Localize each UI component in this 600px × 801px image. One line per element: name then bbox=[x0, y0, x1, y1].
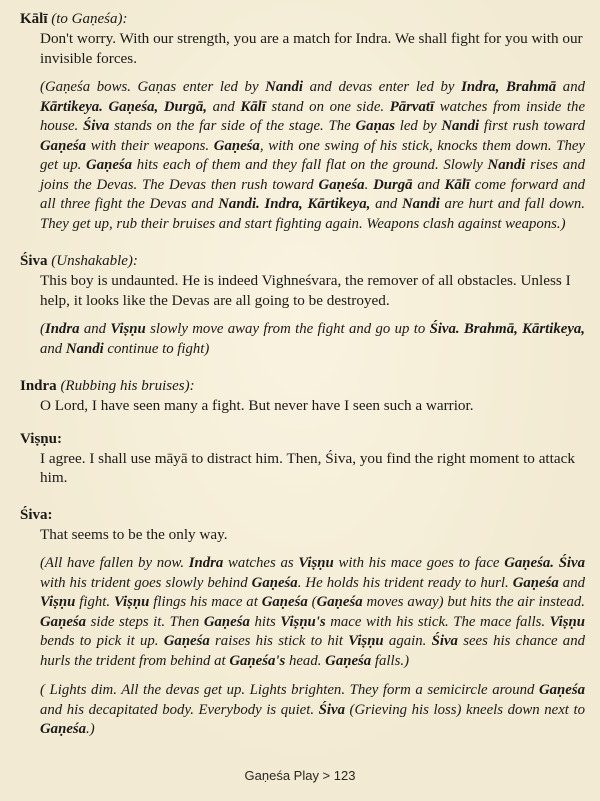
direction-text-run: hits each of them and they fall flat on the ground. Slowly bbox=[132, 157, 488, 173]
direction-name-run: Śiva bbox=[83, 118, 110, 134]
direction-name-run: Nandi. Indra, Kārtikeya, bbox=[218, 196, 371, 212]
direction-text-run: bends to pick it up. bbox=[40, 633, 164, 649]
direction-text-run: first rush toward bbox=[479, 118, 585, 134]
speaker-label: Indra bbox=[20, 378, 57, 394]
direction-text-run: , with one swing of his stick, knocks them down. They get up. bbox=[40, 137, 585, 173]
direction-text-run: slowly move away from the fight and go up to bbox=[145, 321, 430, 337]
direction-text-run: raises his stick to hit bbox=[209, 633, 349, 649]
direction-text-run: come forward and all three fight the Devas and bbox=[40, 176, 586, 212]
direction-text-run: and bbox=[302, 79, 339, 95]
direction-name-run: Gaṇeśa bbox=[538, 682, 585, 698]
play-text bbox=[20, 10, 585, 740]
stage-direction bbox=[40, 320, 585, 359]
page-footer: Gaṇeśa Play > 123 bbox=[244, 768, 356, 783]
direction-text-run: stand on one side. bbox=[265, 98, 390, 115]
direction-text-run: and bbox=[558, 574, 585, 591]
direction-name-run: Kārtikeya. Gaṇeśa, Durgā, bbox=[40, 98, 207, 115]
direction-text-run: rises and joins the Devas. The Devas then rush toward bbox=[40, 157, 585, 193]
direction-name-run: Nandi bbox=[441, 118, 480, 134]
direction-name-run: Indra bbox=[44, 321, 80, 337]
direction-name-run: Śiva. Brahmā, Kārtikeya, bbox=[429, 321, 586, 337]
direction-text-run: devas bbox=[338, 79, 373, 95]
direction-name-run: Kālī bbox=[444, 176, 470, 193]
direction-text-run: and bbox=[412, 176, 445, 193]
speaker-label: Śiva: bbox=[20, 506, 53, 523]
direction-text-run: sees his chance and hurls the trident from behind at bbox=[40, 633, 586, 669]
direction-name-run: Gaṇas bbox=[355, 118, 395, 134]
dialogue-line: O Lord, I have seen many a fight. But never have I seen such a warrior. bbox=[40, 397, 474, 414]
speaker-name bbox=[20, 252, 585, 271]
direction-text-run: watches from inside the house. bbox=[40, 98, 586, 134]
direction-text-run: flings his mace at bbox=[149, 594, 262, 610]
direction-text-run: enter led by bbox=[176, 79, 266, 95]
direction-name-run: Viṣṇu bbox=[110, 321, 146, 337]
speaker-name bbox=[20, 506, 585, 525]
direction-name-run: Śiva bbox=[431, 633, 458, 649]
direction-text-run: hits bbox=[249, 613, 281, 630]
direction-name-run: Nandi bbox=[487, 157, 526, 173]
direction-name-run: Gaṇeśa bbox=[163, 633, 210, 649]
speech-siva-2 bbox=[20, 506, 585, 545]
direction-text-run: stands on the far side of the stage. The bbox=[109, 118, 356, 134]
direction-text-run: . bbox=[364, 176, 374, 193]
direction-name-run: Gaṇeśa. Śiva bbox=[504, 555, 586, 571]
direction-text-run: moves away) but hits the air instead. bbox=[362, 594, 586, 610]
direction-text-run: falls.) bbox=[371, 652, 410, 669]
speaker-note: (Unshakable): bbox=[51, 253, 138, 269]
speaker-label: Viṣṇu: bbox=[20, 430, 62, 447]
speaker-label: Kālī bbox=[20, 11, 48, 27]
direction-text-run: and bbox=[40, 340, 66, 357]
direction-name-run: Gaṇeśa bbox=[325, 652, 372, 669]
dialogue-line: This boy is undaunted. He is indeed Vighneśvara, the remover of all obstacles. Unless I help, it looks like the Devas are all going to be destroyed. bbox=[40, 272, 571, 309]
direction-name-run: Viṣṇu bbox=[348, 633, 384, 649]
direction-name-run: Śiva bbox=[318, 701, 345, 718]
direction-name-run: Gaṇeśa bbox=[203, 613, 250, 630]
direction-name-run: Indra, Brahmā bbox=[461, 79, 557, 95]
stage-direction bbox=[40, 554, 585, 671]
direction-name-run: Nandi bbox=[265, 79, 303, 95]
direction-name-run: Viṣṇu bbox=[298, 555, 334, 571]
direction-text-run: .) bbox=[86, 721, 95, 737]
direction-text-run: with his mace goes to face bbox=[333, 555, 505, 571]
direction-text-run: ( bbox=[307, 594, 317, 610]
direction-name-run: Gaṇeśa bbox=[512, 574, 559, 591]
direction-text-run: continue to fight) bbox=[103, 340, 210, 357]
speech-siva bbox=[20, 252, 585, 310]
speaker-note: (Rubbing his bruises): bbox=[60, 378, 195, 394]
direction-text-run: watches as bbox=[223, 555, 299, 571]
direction-name-run: Nandi bbox=[65, 340, 104, 357]
dialogue-line: Don't worry. With our strength, you are a match for Indra. We shall fight for you with our invisible forces. bbox=[40, 30, 583, 67]
direction-name-run: Viṣṇu bbox=[40, 594, 76, 610]
direction-text-run: and bbox=[556, 79, 585, 95]
direction-text-run: bows. bbox=[90, 79, 138, 95]
direction-text-run: with his trident goes slowly behind bbox=[40, 574, 252, 591]
direction-text-run: ( bbox=[40, 79, 45, 95]
direction-name-run: Gaṇeśa bbox=[251, 574, 298, 591]
direction-text-run: fight. bbox=[75, 594, 114, 610]
direction-text-run: and his decapitated body. Everybody is quiet. bbox=[40, 701, 319, 718]
direction-text-run: ( Lights dim. All the devas get up. Lights brighten. They form a semicircle around bbox=[40, 682, 539, 698]
direction-text-run: (Grieving his loss) kneels down next to bbox=[344, 701, 585, 718]
direction-name-run: Gaṇeśa bbox=[261, 594, 308, 610]
direction-name-run: Viṣṇu's bbox=[280, 613, 326, 630]
direction-text-run: Gaṇas bbox=[137, 79, 177, 95]
direction-name-run: Pārvatī bbox=[389, 98, 435, 115]
speech-kali bbox=[20, 10, 585, 68]
direction-text-run: are hurt and fall down. They get up, rub their bruises and start fighting again. Weapons clash against weapons.) bbox=[40, 196, 586, 232]
direction-name-run: Kālī bbox=[240, 98, 266, 115]
dialogue-line: I agree. I shall use māyā to distract him. Then, Śiva, you find the right moment to attack him. bbox=[40, 449, 575, 486]
direction-name-run: Viṣṇu bbox=[114, 594, 150, 610]
speaker-name bbox=[20, 430, 585, 449]
direction-text-run: and bbox=[79, 321, 111, 337]
speaker-label: Śiva bbox=[20, 253, 48, 269]
direction-text-run: . He holds his trident ready to hurl. bbox=[297, 574, 513, 591]
direction-text-run: head. bbox=[285, 652, 326, 669]
direction-text-run: Gaṇeśa bbox=[44, 79, 91, 95]
stage-direction bbox=[40, 78, 585, 234]
direction-name-run: Indra bbox=[188, 555, 224, 571]
direction-name-run: Durgā bbox=[373, 176, 413, 193]
direction-text-run: mace with his stick. The mace falls. bbox=[325, 613, 550, 630]
dialogue-line: That seems to be the only way. bbox=[40, 525, 228, 543]
direction-name-run: Gaṇeśa bbox=[40, 613, 87, 630]
direction-text-run: side steps it. Then bbox=[86, 613, 204, 630]
direction-name-run: Nandi bbox=[402, 196, 440, 212]
direction-text-run: led by bbox=[394, 118, 442, 134]
speaker-name bbox=[20, 377, 585, 396]
direction-name-run: Gaṇeśa bbox=[40, 137, 87, 154]
direction-text-run: ( bbox=[40, 321, 45, 337]
direction-name-run: Gaṇeśa bbox=[40, 721, 87, 737]
direction-name-run: Gaṇeśa's bbox=[229, 652, 286, 669]
stage-direction bbox=[40, 681, 585, 740]
direction-name-run: Gaṇeśa bbox=[316, 594, 363, 610]
direction-text-run: and bbox=[370, 196, 402, 212]
speaker-name bbox=[20, 10, 585, 29]
direction-name-run: Gaṇeśa bbox=[213, 137, 260, 154]
direction-text-run: enter led by bbox=[372, 79, 462, 95]
speech-indra bbox=[20, 377, 585, 416]
direction-name-run: Gaṇeśa bbox=[318, 176, 365, 193]
direction-text-run: (All have fallen by now. bbox=[40, 555, 189, 571]
speech-visnu bbox=[20, 430, 585, 488]
direction-name-run: Gaṇeśa bbox=[86, 157, 133, 173]
direction-text-run: with their weapons. bbox=[86, 137, 214, 154]
speaker-note: (to Gaṇeśa): bbox=[51, 11, 128, 27]
direction-name-run: Viṣṇu bbox=[549, 613, 585, 630]
direction-text-run: and bbox=[207, 98, 241, 115]
direction-text-run: again. bbox=[383, 633, 432, 649]
